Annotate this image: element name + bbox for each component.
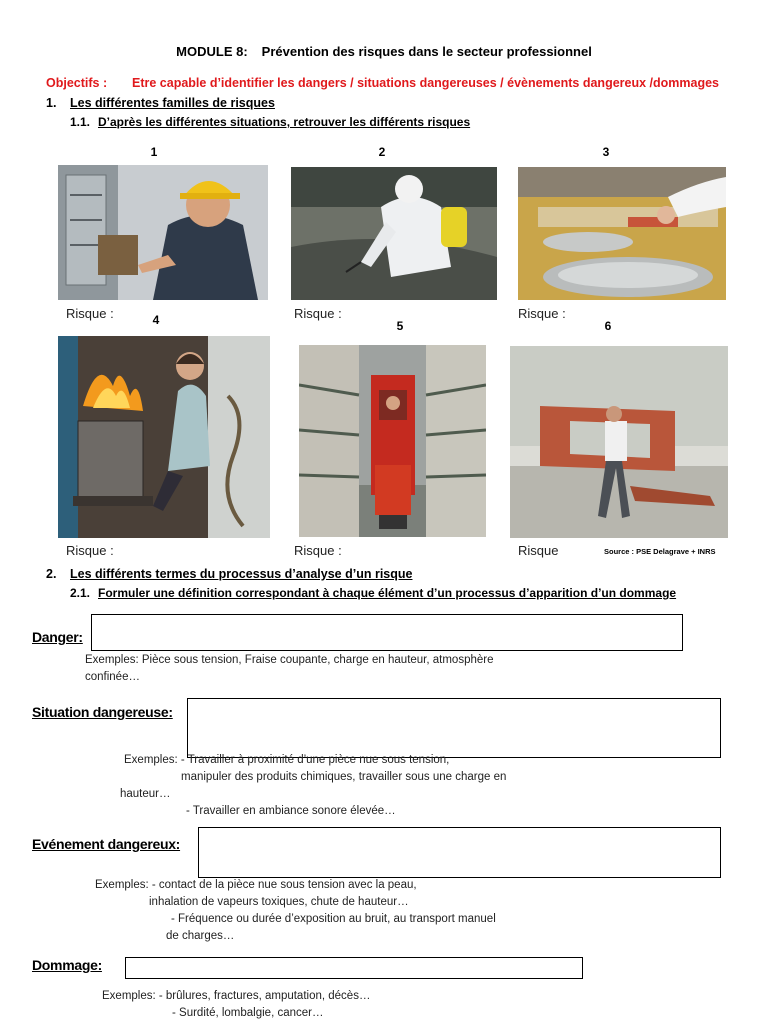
danger-definition-box[interactable] — [91, 614, 683, 651]
danger-examples: Exemples: Pièce sous tension, Fraise coupante, charge en hauteur, atmosphère confinée… — [85, 654, 494, 683]
term-situation-label: Situation dangereuse: — [32, 704, 173, 720]
photo-number: 4 — [152, 313, 160, 327]
risk-label: Risque : — [518, 306, 566, 321]
photo-number: 1 — [150, 145, 158, 159]
risk-label: Risque : — [66, 543, 114, 558]
photo-electrician — [58, 165, 268, 300]
photo-chemical-sprayer — [291, 167, 497, 300]
chemical-sprayer-icon — [291, 167, 497, 300]
photo-carrying-panel — [510, 346, 728, 538]
event-definition-box[interactable] — [198, 827, 721, 878]
photo-number: 6 — [604, 319, 612, 333]
photo-furnace — [58, 336, 270, 538]
term-event-label: Evénement dangereux: — [32, 836, 181, 852]
page-title — [0, 44, 768, 59]
module-title: Prévention des risques dans le secteur professionnel — [261, 44, 592, 59]
carrying-panel-icon — [510, 346, 728, 538]
kitchen-knife-icon — [518, 167, 726, 300]
objectives — [46, 76, 719, 90]
module-number: MODULE 8: — [176, 44, 248, 59]
term-danger-label: Danger: — [32, 629, 83, 645]
section-1-heading: 1. Les différentes familles de risques — [46, 96, 275, 110]
objectives-label: Objectifs : — [46, 76, 108, 90]
section-2-heading: 2. Les différents termes du processus d’analyse d’un risque — [46, 567, 413, 581]
event-examples: Exemples: - contact de la pièce nue sous tension avec la peau, inhalation de vapeurs toxiques, chute de hauteur… - Fréquence ou durée d’exposition au bruit, au transport manuel de charges… — [95, 879, 496, 942]
situation-examples: Exemples: - Travailler à proximité d’une pièce nue sous tension, manipuler des produits chimiques, travailler sous une charge en hauteur… - Travailler en ambiance sonore élevée… — [120, 754, 507, 817]
furnace-fire-icon — [58, 336, 270, 538]
photo-forklift — [299, 345, 486, 537]
photo-kitchen — [518, 167, 726, 300]
risk-label: Risque : — [66, 306, 114, 321]
section-1-title: Les différentes familles de risques — [70, 96, 275, 110]
risk-label: Risque — [518, 543, 559, 558]
section-1-1-heading: 1.1. D’après les différentes situations, retrouver les différents risques — [70, 115, 471, 129]
risk-label: Risque : — [294, 543, 342, 558]
term-damage-label: Dommage: — [32, 957, 102, 973]
electrician-icon — [58, 165, 268, 300]
section-2-1-title: Formuler une définition correspondant à chaque élément d’un processus d’apparition d’un dommage — [98, 586, 677, 600]
section-1-1-title: D’après les différentes situations, retrouver les différents risques — [98, 115, 471, 129]
damage-definition-box[interactable] — [125, 957, 583, 979]
risk-label: Risque : — [294, 306, 342, 321]
objectives-text: Etre capable d’identifier les dangers / situations dangereuses / évènements dangereux /dommages — [132, 76, 719, 90]
photo-number: 2 — [378, 145, 386, 159]
situation-definition-box[interactable] — [187, 698, 721, 758]
forklift-warehouse-icon — [299, 345, 486, 537]
photo-number: 3 — [602, 145, 610, 159]
section-2-1-heading: 2.1. Formuler une définition correspondant à chaque élément d’un processus d’apparition d’un dommage — [70, 586, 677, 600]
damage-examples: Exemples: - brûlures, fractures, amputation, décès… - Surdité, lombalgie, cancer… — [102, 990, 371, 1019]
source-credit: Source : PSE Delagrave + INRS — [604, 547, 716, 556]
photo-number: 5 — [396, 319, 404, 333]
section-2-title: Les différents termes du processus d’analyse d’un risque — [70, 567, 413, 581]
